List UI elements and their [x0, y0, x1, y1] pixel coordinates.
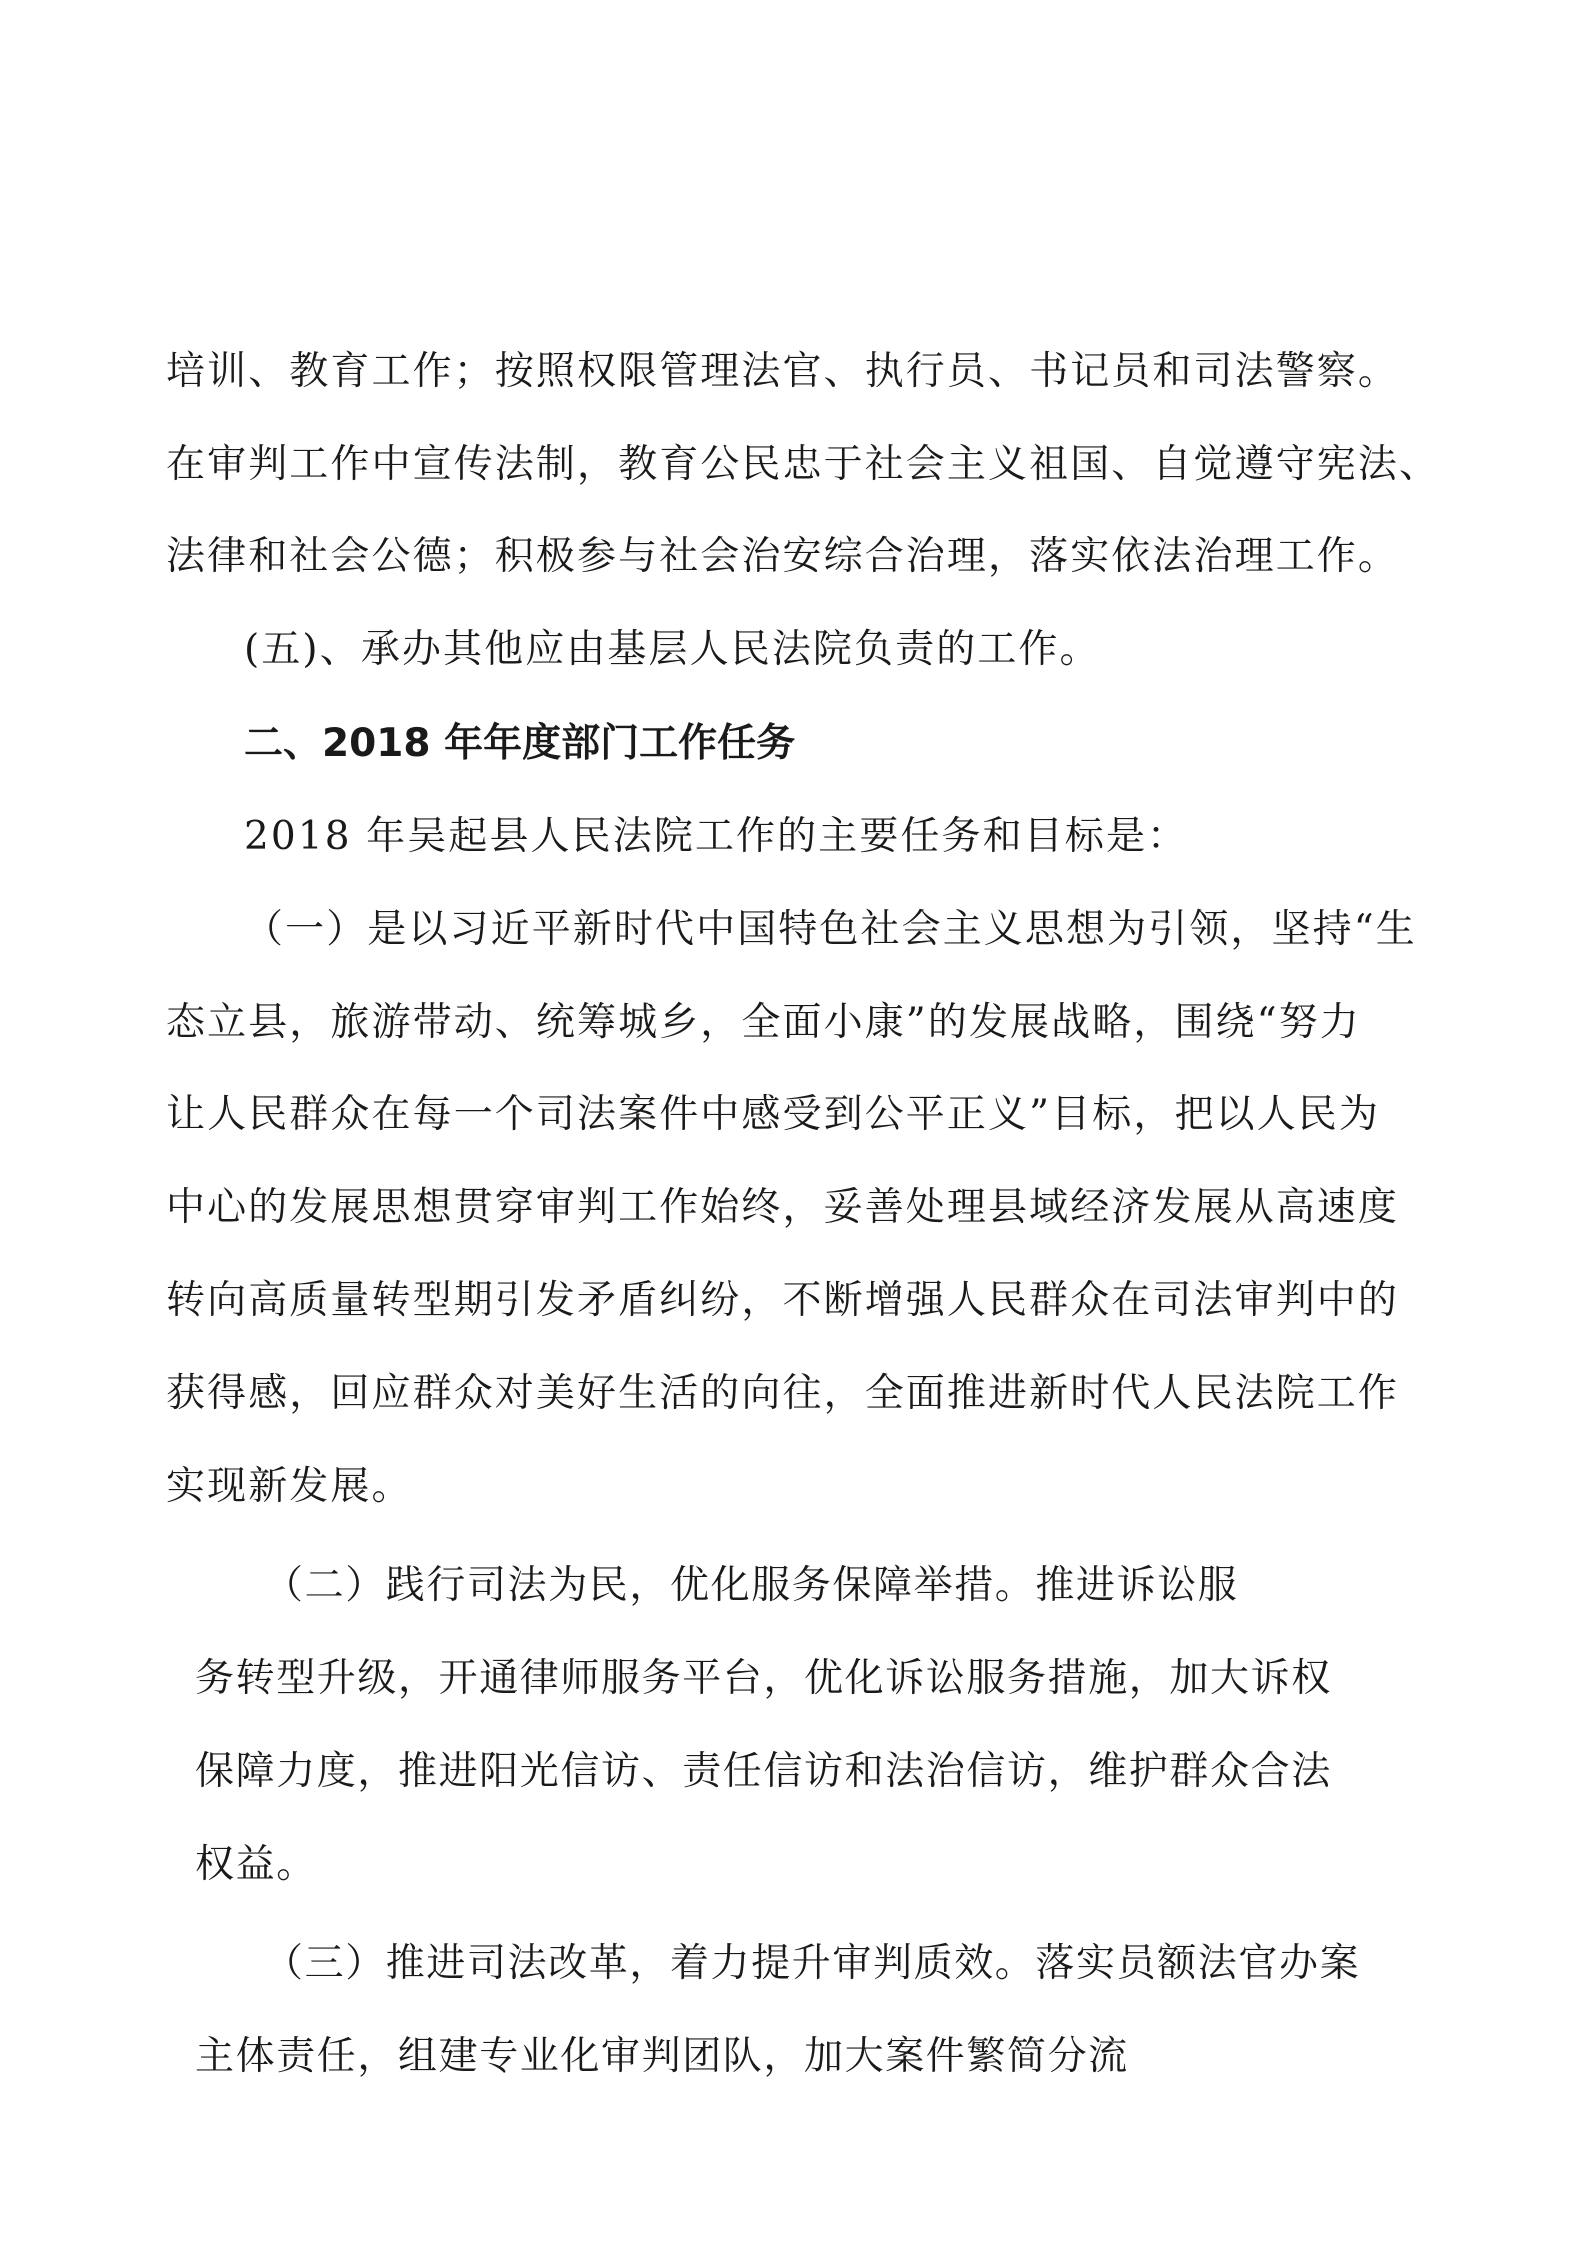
body-text-line: 保障力度，推进阳光信访、责任信访和法治信访，维护群众合法	[195, 1749, 1332, 1794]
body-text-line: 让人民群众在每一个司法案件中感受到公平正义”目标，把以人民为	[166, 1092, 1380, 1137]
body-text-line: 务转型升级，开通律师服务平台，优化诉讼服务措施，加大诉权	[195, 1656, 1332, 1701]
body-text-line: 转向高质量转型期引发矛盾纠纷，不断增强人民群众在司法审判中的	[166, 1278, 1400, 1323]
paragraph-item-five: (五)、承办其他应由基层人民法院负责的工作。	[244, 627, 1101, 672]
body-text-line: 在审判工作中宣传法制，教育公民忠于社会主义祖国、自觉遵守宪法、	[166, 442, 1441, 487]
body-text-line: 实现新发展。	[166, 1464, 413, 1509]
section-heading: 二、2018 年年度部门工作任务	[244, 721, 796, 766]
body-text-line: 主体责任，组建专业化审判团队，加大案件繁简分流	[195, 2034, 1129, 2079]
body-text-line: 2018 年吴起县人民法院工作的主要任务和目标是：	[244, 814, 1189, 859]
body-text-line: 获得感，回应群众对美好生活的向往，全面推进新时代人民法院工作	[166, 1371, 1400, 1416]
body-text-line: 中心的发展思想贯穿审判工作始终，妥善处理县域经济发展从高速度	[166, 1185, 1400, 1230]
paragraph-item-two: （二）践行司法为民，优化服务保障举措。推进诉讼服	[264, 1563, 1239, 1608]
body-text-line: 培训、教育工作；按照权限管理法官、执行员、书记员和司法警察。	[166, 349, 1400, 394]
body-text-line: 权益。	[195, 1842, 317, 1887]
body-text-line: 态立县，旅游带动、统筹城乡，全面小康”的发展战略，围绕“努力	[166, 1000, 1361, 1045]
paragraph-item-three: （三）推进司法改革，着力提升审判质效。落实员额法官办案	[264, 1941, 1361, 1986]
paragraph-item-one: （一）是以习近平新时代中国特色社会主义思想为引领，坚持“生	[244, 907, 1417, 952]
body-text-line: 法律和社会公德；积极参与社会治安综合治理，落实依法治理工作。	[166, 534, 1400, 579]
